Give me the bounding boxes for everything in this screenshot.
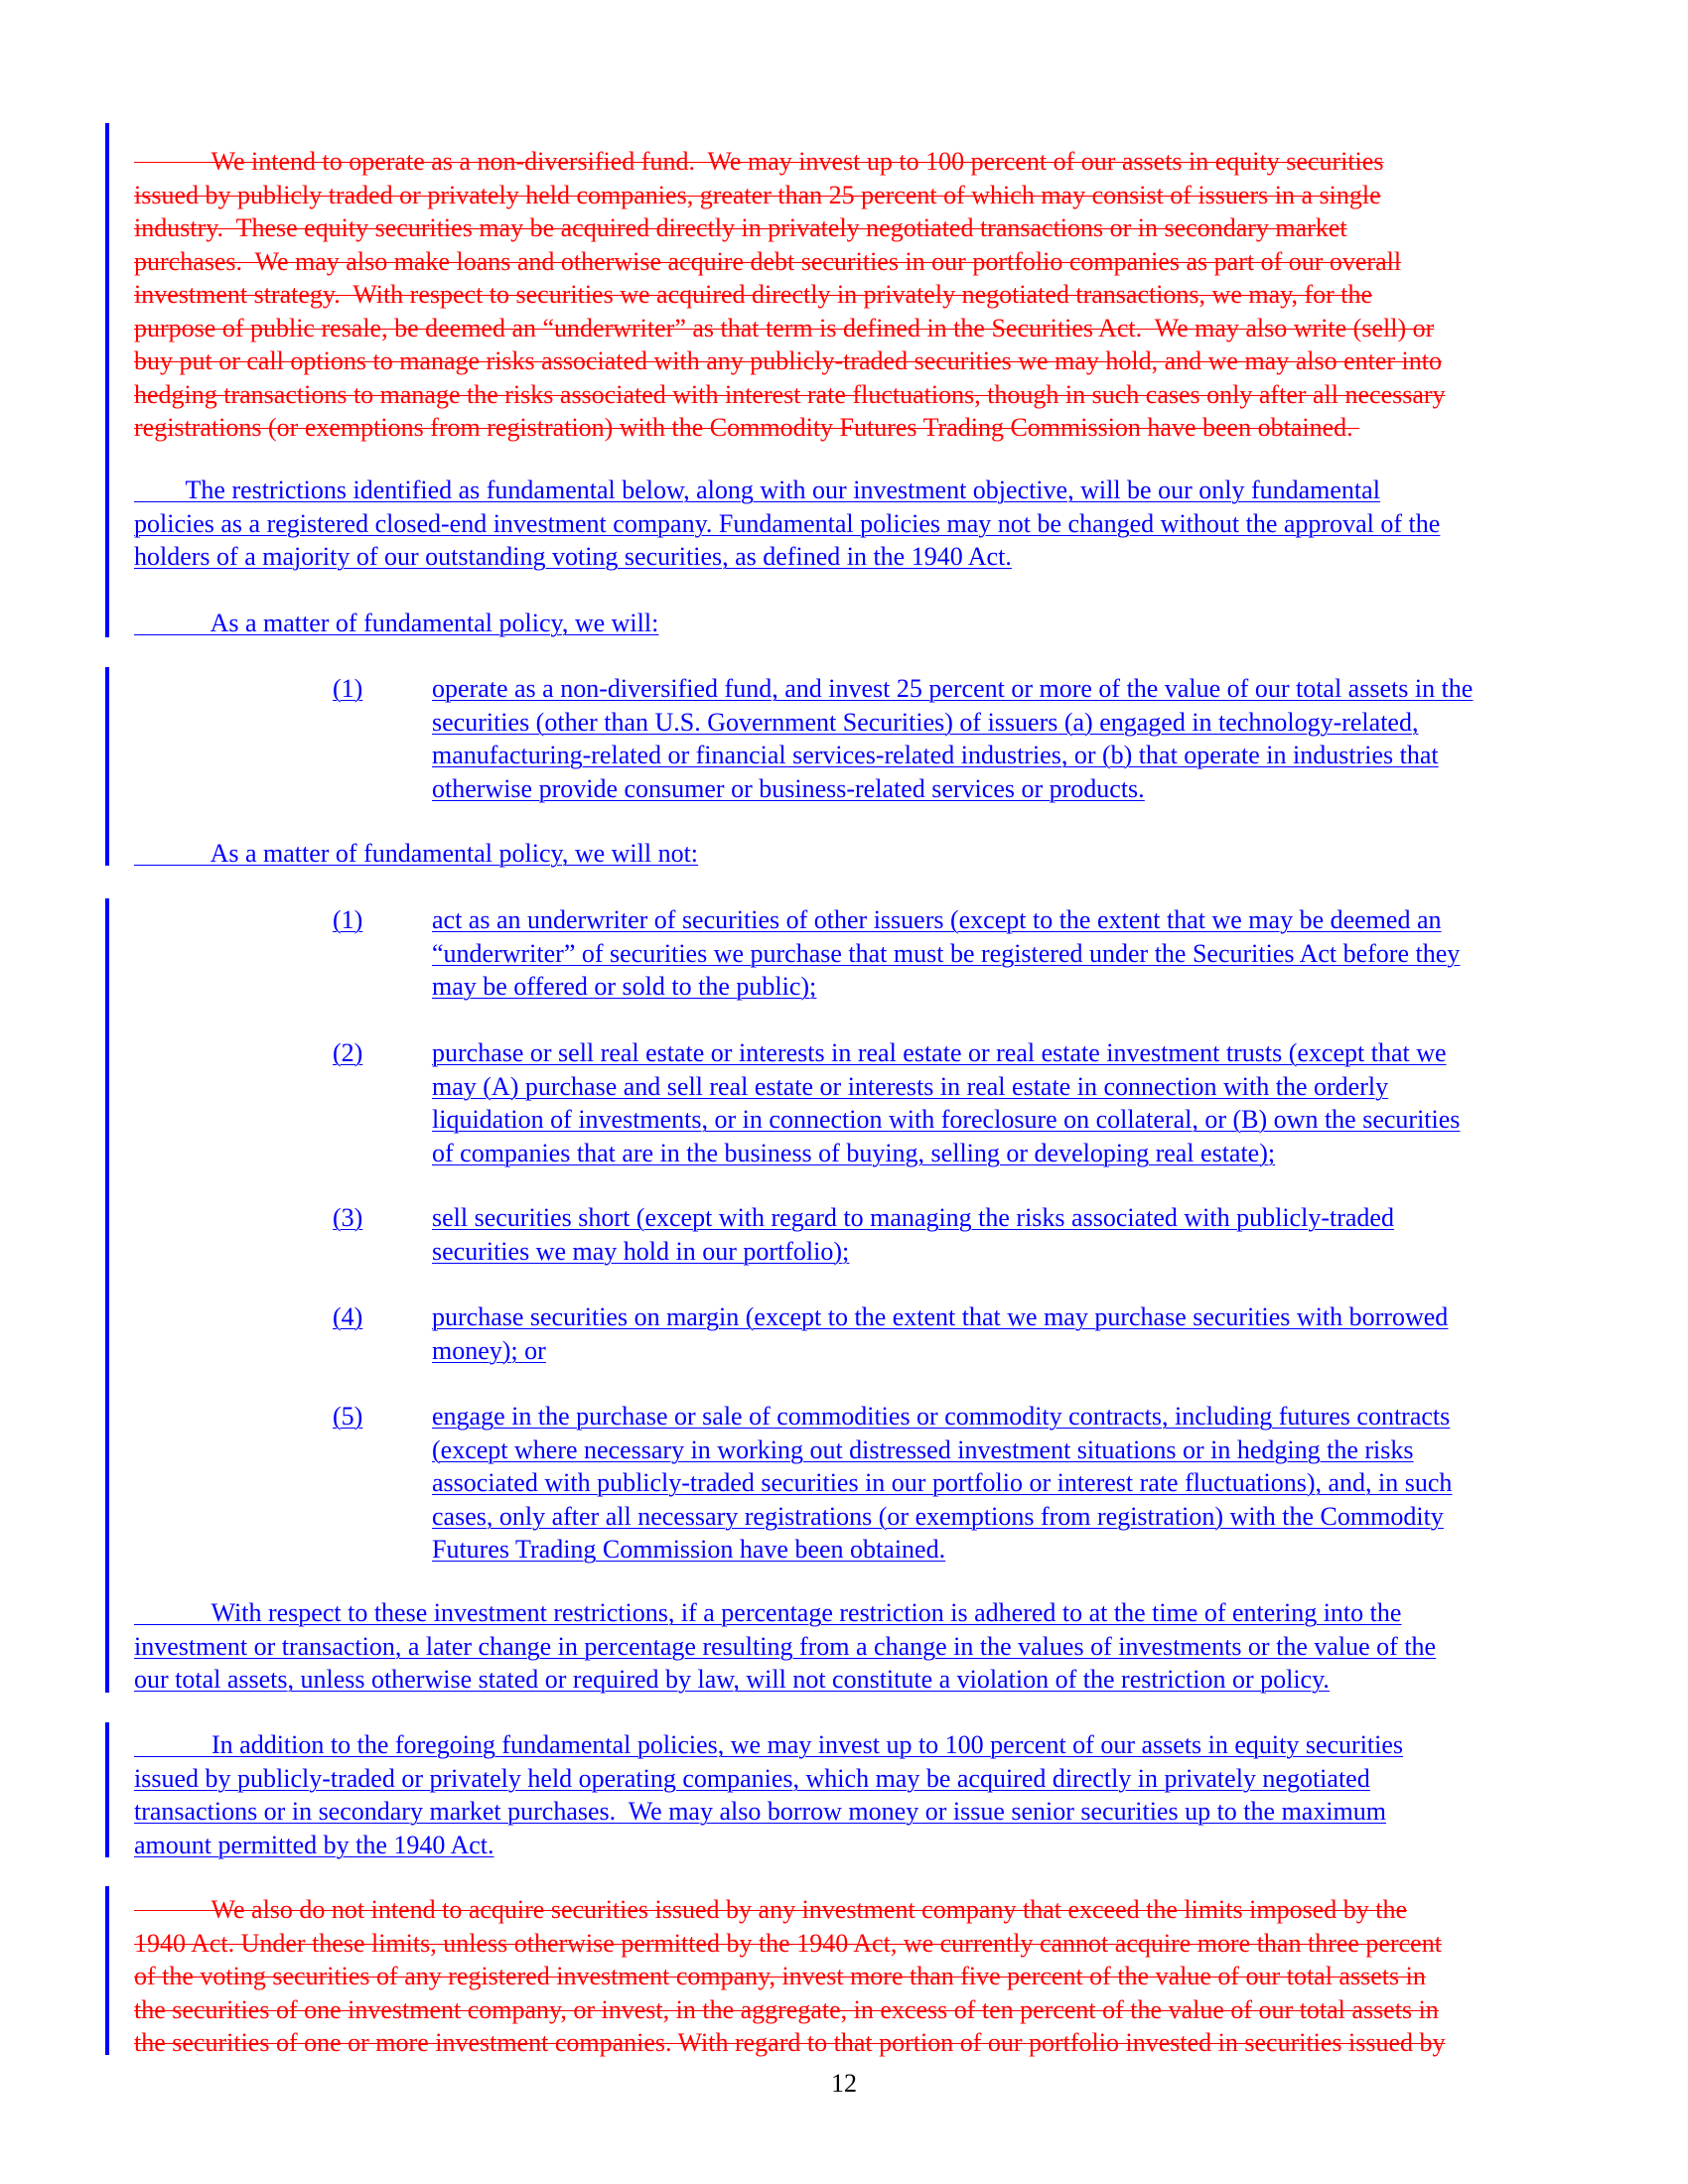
text-line: policies as a registered closed-end investment company. Fundamental policies may not be changed without the approval of the [134, 508, 1441, 538]
text-line: “underwriter” of securities we purchase that must be registered under the Securities Act before they [432, 938, 1461, 968]
text-line: purchase or sell real estate or interests in real estate or real estate investment trusts (except that we [432, 1038, 1447, 1067]
restrictions-intro-paragraph [134, 474, 1440, 574]
text-line: As a matter of fundamental policy, we will: [134, 609, 659, 637]
text-line: purpose of public resale, be deemed an “underwriter” as that term is defined in the Securities Act. We may also write (sell) or [134, 313, 1435, 342]
policy-will-heading [134, 607, 658, 640]
item-text [432, 1300, 1448, 1367]
text-line: securities we may hold in our portfolio); [432, 1236, 850, 1266]
text-line: manufacturing-related or financial services-related industries, or (b) that operate in industries that [432, 741, 1439, 769]
text-line: engage in the purchase or sale of commodities or commodity contracts, including futures contracts [432, 1402, 1451, 1431]
item-number: (1) [333, 905, 363, 934]
text-line: amount permitted by the 1940 Act. [134, 1830, 494, 1859]
text-line: act as an underwriter of securities of other issuers (except to the extent that we may be deemed an [432, 905, 1442, 934]
text-line: In addition to the foregoing fundamental policies, we may invest up to 100 percent of our assets in equity securities [134, 1730, 1404, 1759]
text-line: may (A) purchase and sell real estate or interests in real estate in connection with the orderly [432, 1071, 1389, 1101]
policy-will-not-item [333, 1036, 1623, 1175]
text-line: buy put or call options to manage risks associated with any publicly-traded securities we may hold, and we may also enter into [134, 346, 1442, 375]
text-line: hedging transactions to manage the risks associated with interest rate fluctuations, though in such cases only after all necessary [134, 379, 1446, 409]
text-line: With respect to these investment restrictions, if a percentage restriction is adhered to at the time of entering into the [134, 1598, 1402, 1627]
text-line: may be offered or sold to the public); [432, 972, 817, 1001]
text-line: cases, only after all necessary registrations (or exemptions from registration) with the Commodity [432, 1501, 1444, 1531]
text-line: registrations (or exemptions from registration) with the Commodity Futures Trading Commission have been obtained. [134, 413, 1360, 442]
change-bar [105, 667, 109, 866]
text-line: associated with publicly-traded securities in our portfolio or interest rate fluctuations), and, in such [432, 1468, 1453, 1497]
change-bar [105, 1722, 109, 1857]
policy-will-not-item [333, 1400, 1623, 1573]
text-line: of the voting securities of any registered investment company, invest more than five percent of the value of our total assets in [134, 1962, 1426, 1990]
text-line: 1940 Act. Under these limits, unless otherwise permitted by the 1940 Act, we currently cannot acquire more than three percent [134, 1928, 1442, 1958]
text-line: the securities of one or more investment companies. With regard to that portion of our portfolio invested in securities issued by [134, 2028, 1446, 2057]
text-line: We also do not intend to acquire securities issued by any investment company that exceed the limits imposed by the [134, 1895, 1407, 1924]
item-number: (5) [333, 1402, 363, 1431]
text-line: transactions or in secondary market purchases. We may also borrow money or issue senior securities up to the maximum [134, 1797, 1386, 1826]
item-text [432, 672, 1473, 805]
text-line: Futures Trading Commission have been obtained. [432, 1535, 946, 1564]
text-line: investment strategy. With respect to securities we acquired directly in privately negotiated transactions, we may, for the [134, 280, 1373, 309]
item-text [432, 903, 1460, 1004]
text-line: securities (other than U.S. Government Securities) of issuers (a) engaged in technology-related, [432, 707, 1419, 737]
text-line: liquidation of investments, or in connection with foreclosure on collateral, or (B) own the securities [432, 1105, 1461, 1134]
addition-paragraph [134, 1728, 1403, 1861]
item-number: (3) [333, 1203, 363, 1232]
text-line: investment or transaction, a later change in percentage resulting from a change in the values of investments or the value of the [134, 1631, 1437, 1661]
text-line: We intend to operate as a non-diversified fund. We may invest up to 100 percent of our assets in equity securities [134, 147, 1384, 176]
policy-will-item [333, 672, 1623, 811]
text-line: The restrictions identified as fundamental below, along with our investment objective, will be our only fundamental [134, 476, 1380, 504]
deleted-paragraph-bottom [134, 1893, 1446, 2060]
policy-will-not-item [333, 903, 1623, 1008]
text-line: issued by publicly traded or privately held companies, greater than 25 percent of which may consist of issuers in a single [134, 180, 1381, 209]
change-bar [105, 123, 109, 637]
text-line: purchase securities on margin (except to the extent that we may purchase securities with borrowed [432, 1302, 1449, 1331]
text-line: of companies that are in the business of buying, selling or developing real estate); [432, 1138, 1276, 1167]
text-line: holders of a majority of our outstanding voting securities, as defined in the 1940 Act. [134, 542, 1012, 571]
change-bar [105, 1886, 109, 2055]
text-line: money); or [432, 1335, 546, 1365]
change-bar [105, 898, 109, 1693]
item-text [432, 1036, 1460, 1169]
item-text [432, 1400, 1452, 1567]
item-number: (4) [333, 1302, 363, 1331]
text-line: the securities of one investment company, or invest, in the aggregate, in excess of ten percent of the value of our total assets in [134, 1994, 1439, 2024]
policy-will-not-item [333, 1201, 1623, 1271]
text-line: our total assets, unless otherwise stated or required by law, will not constitute a violation of the restriction or policy. [134, 1665, 1330, 1694]
text-line: As a matter of fundamental policy, we will not: [134, 839, 699, 868]
restrictions-note-paragraph [134, 1596, 1436, 1697]
policy-will-not-heading [134, 837, 698, 871]
text-line: purchases. We may also make loans and otherwise acquire debt securities in our portfolio companies as part of our overall [134, 246, 1402, 276]
deleted-paragraph-top [134, 145, 1446, 445]
text-line: issued by publicly-traded or privately held operating companies, which may be acquired directly in privately negotiated [134, 1763, 1370, 1793]
text-line: operate as a non-diversified fund, and invest 25 percent or more of the value of our total assets in the [432, 674, 1474, 703]
item-number: (2) [333, 1038, 363, 1067]
item-number: (1) [333, 674, 363, 703]
policy-will-not-item [333, 1300, 1623, 1370]
text-line: otherwise provide consumer or business-related services or products. [432, 773, 1145, 803]
item-text [432, 1201, 1394, 1268]
page-number: 12 [831, 2069, 857, 2098]
text-line: sell securities short (except with regard to managing the risks associated with publicly-traded [432, 1203, 1394, 1232]
text-line: industry. These equity securities may be acquired directly in privately negotiated transactions or in secondary market [134, 213, 1347, 242]
text-line: (except where necessary in working out distressed investment situations or in hedging the risks [432, 1434, 1414, 1464]
